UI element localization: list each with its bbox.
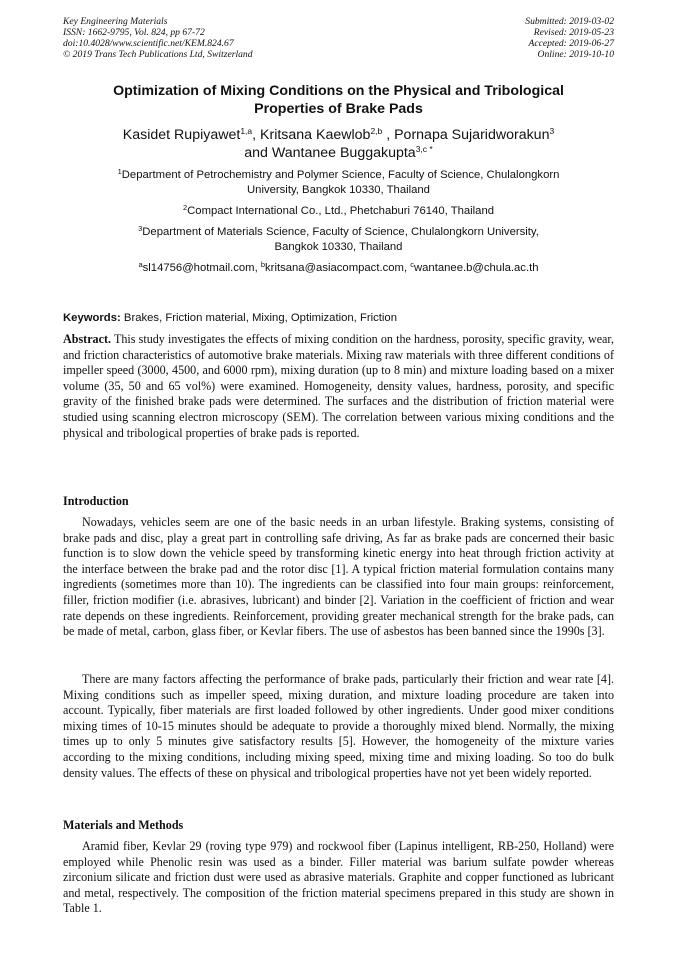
affiliation-2 <box>63 204 614 219</box>
introduction-paragraph-1: Nowadays, vehicles seem are one of the basic needs in an urban lifestyle. Braking systems, consisting of brake pads and disc, play a great part in controlling safe driving, As far as brake pads are concerned their basic function is to slow down the vehicle speed by transforming kinetic energy into heat through friction activity at the interface between the brake pad and the rotor disc [1]. A typical friction material formulation contains many ingredients (sometimes more than 10). The ingredients can be classified into four main groups: reinforcement, filler, friction modifier (i.e. abrasives, lubricant) and binder [2]. Variation in the coefficient of friction and wear rate depends on these ingredients. Reinforcement, providing greater mechanical strength for the brake pads, can be made of metal, carbon, glass fiber, or Kevlar fibers. The use of asbestos has been banned since the 1990s [3]. <box>63 515 614 639</box>
author-4-affiliation: 3,c * <box>415 144 433 154</box>
date-online: Online: 2019-10-10 <box>537 49 614 60</box>
abstract-label: Abstract. <box>63 332 112 346</box>
date-revised: Revised: 2019-05-23 <box>533 27 614 38</box>
journal-doi: doi:10.4028/www.scientific.net/KEM.824.67 <box>63 38 234 49</box>
keywords-label: Keywords: <box>63 312 121 324</box>
publication-dates <box>525 16 614 60</box>
affiliation-2-mark: 2 <box>182 203 188 212</box>
title-line-2: Properties of Brake Pads <box>254 101 423 117</box>
affiliation-3-line-1: Department of Materials Science, Faculty of Science, Chulalongkorn University, <box>142 226 539 238</box>
keywords-text: Brakes, Friction material, Mixing, Optimization, Friction <box>120 312 397 324</box>
journal-issn: ISSN: 1662-9795, Vol. 824, pp 67-72 <box>63 27 205 38</box>
date-submitted: Submitted: 2019-03-02 <box>525 16 614 27</box>
affiliation-1-line-2: University, Bangkok 10330, Thailand <box>247 184 430 196</box>
date-accepted: Accepted: 2019-06-27 <box>528 38 614 49</box>
title-line-1: Optimization of Mixing Conditions on the Physical and Tribological <box>113 83 564 99</box>
email-c: wantanee.b@chula.ac.th <box>413 262 539 274</box>
email-b: kritsana@asiacompact.com, <box>265 262 411 274</box>
authors-line-2 <box>63 144 614 162</box>
affiliation-3-mark: 3 <box>138 224 143 233</box>
email-c-mark: c <box>410 260 414 269</box>
abstract <box>63 332 614 441</box>
abstract-text: This study investigates the effects of mixing condition on the hardness, porosity, specific gravity, wear, and friction characteristics of automotive brake materials. Mixing raw materials with three different conditions of impeller speed (3000, 4500, and 6000 rpm), mixing duration (up to 8 min) and mixture loading based on a mixer volume (35, 50 and 65 vol%) were examined. Homogeneity, density values, hardness, porosity, and specific gravity of the finished brake pads were determined. The surfaces and the distribution of friction material were studied using scanning electron microscopy (SEM). The correlation between various mixing conditions and the physical and tribological properties of brake pads is reported. <box>63 332 614 440</box>
affiliation-2-text: Compact International Co., Ltd., Phetchaburi 76140, Thailand <box>187 205 495 217</box>
journal-name: Key Engineering Materials <box>63 16 168 27</box>
affiliation-3-line-2: Bangkok 10330, Thailand <box>274 241 403 253</box>
author-2-affiliation: 2,b <box>370 126 383 136</box>
affiliation-1 <box>63 168 614 198</box>
paper-title <box>63 82 614 118</box>
author-4: and Wantanee Buggakupta <box>244 145 416 161</box>
author-3: , Pornapa Sujaridworakun <box>382 127 550 143</box>
email-b-mark: b <box>260 260 266 269</box>
authors-line-1 <box>63 126 614 144</box>
affiliation-1-line-1: Department of Petrochemistry and Polymer Science, Faculty of Science, Chulalongkorn <box>121 169 560 181</box>
introduction-paragraph-2: There are many factors affecting the performance of brake pads, particularly their friction and wear rate [4]. Mixing conditions such as impeller speed, mixing duration, and mixture loading procedure are taken into account. Typically, fiber materials are first loaded followed by other ingredients. Under good mixer conditions mixing times of 10-15 minutes should be adequate to provide a thoroughly mixed blend. Normally, the mixing times up to only 5 minutes give satisfactory results [5]. However, the homogeneity of the mixture varies according to the mixing conditions, including mixing speed, mixing time and mixing loading. So too do bulk density values. The effects of these on physical and tribological properties have not yet been widely reported. <box>63 672 614 780</box>
introduction-heading: Introduction <box>63 494 129 508</box>
author-1-affiliation: 1,a <box>240 126 253 136</box>
author-1: Kasidet Rupiyawet <box>122 127 241 143</box>
keywords <box>63 311 614 326</box>
email-a: sl14756@hotmail.com, <box>142 262 261 274</box>
email-a-mark: a <box>138 260 143 269</box>
journal-copyright: © 2019 Trans Tech Publications Ltd, Switzerland <box>63 49 253 60</box>
journal-info <box>63 16 253 60</box>
affiliation-3 <box>63 225 614 255</box>
author-3-affiliation: 3 <box>549 126 555 136</box>
methods-heading: Materials and Methods <box>63 818 184 832</box>
affiliation-1-mark: 1 <box>117 167 122 176</box>
author-list <box>63 126 614 162</box>
methods-paragraph-1: Aramid fiber, Kevlar 29 (roving type 979) and rockwool fiber (Lapinus intelligent, RB-250, Holland) were employed while Phenolic resin was used as a binder. Filler material was barium sulfate powder whereas zirconium silicate and friction dust were used as abrasive materials. Graphite and copper functioned as lubricant and metal, respectively. The composition of the friction material specimens prepared in this study are shown in Table 1. <box>63 839 614 916</box>
author-2: , Kritsana Kaewlob <box>252 127 371 143</box>
author-emails <box>63 261 614 276</box>
